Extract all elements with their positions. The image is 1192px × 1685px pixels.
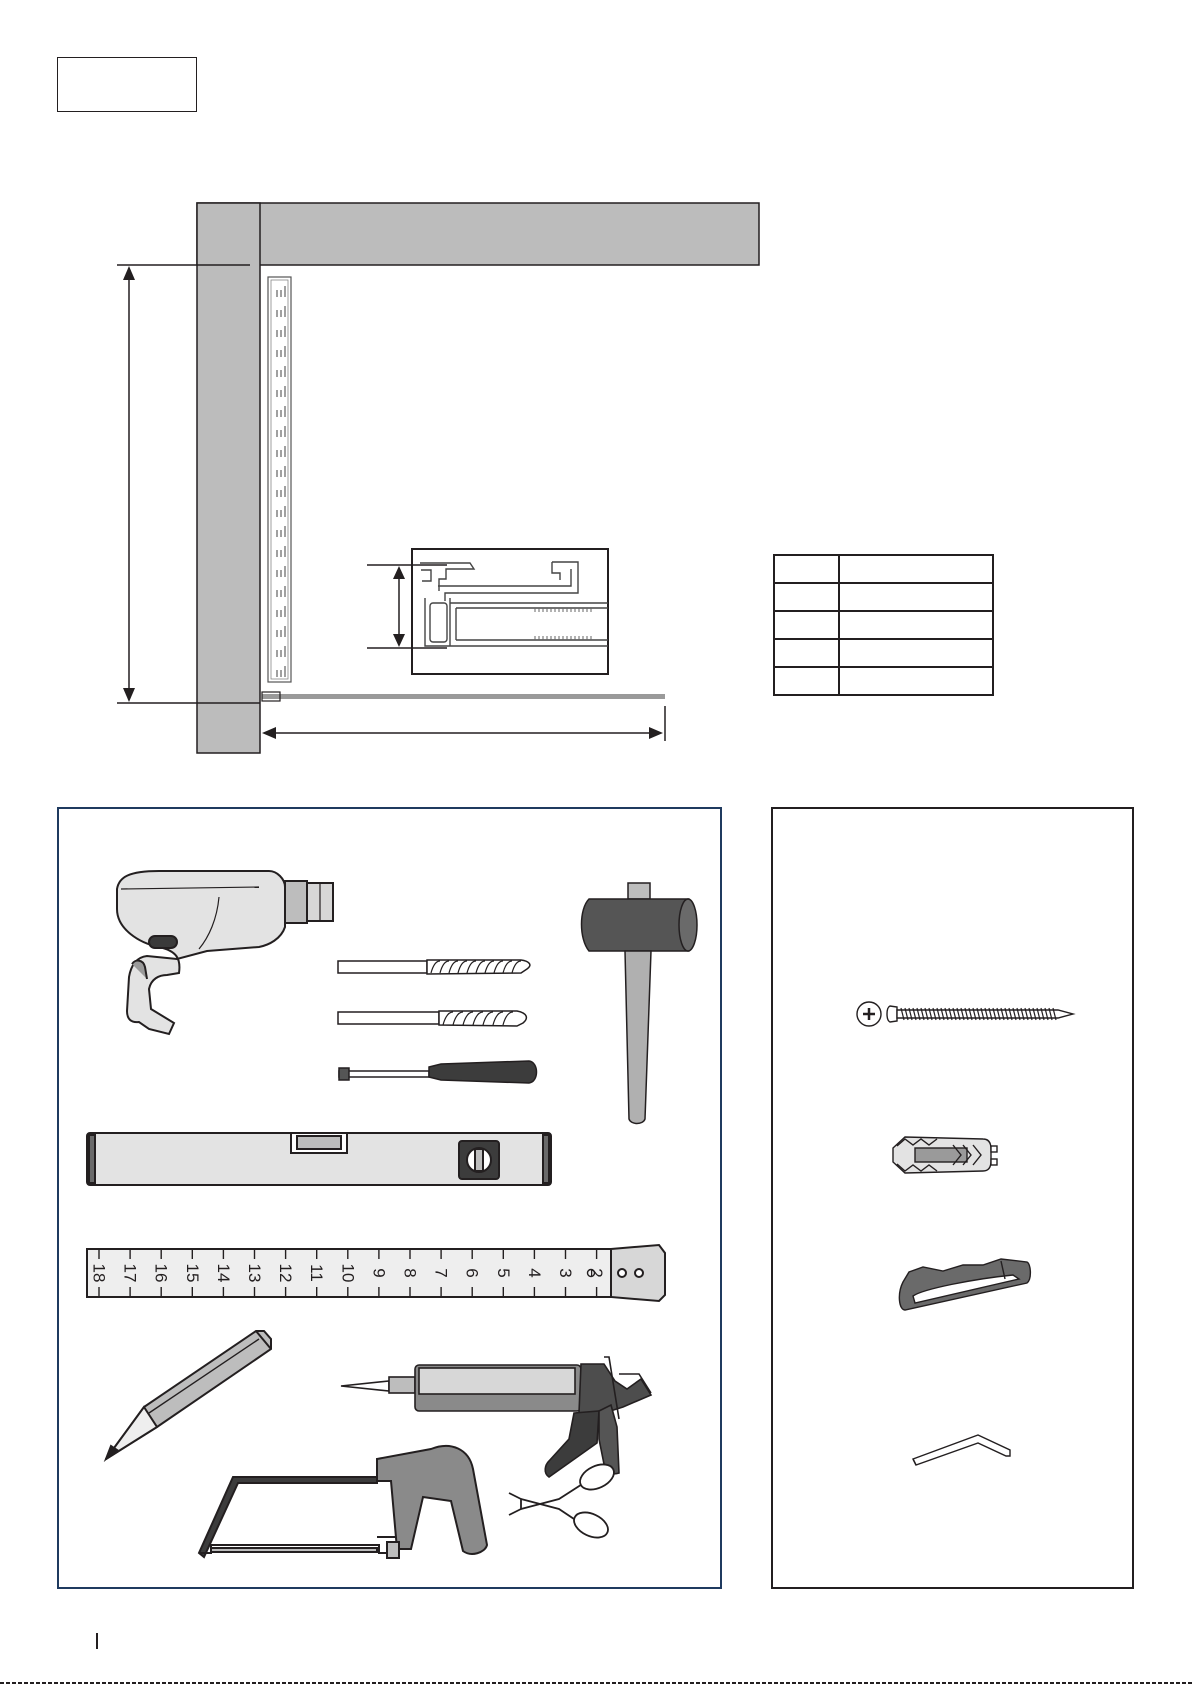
dimensions-table xyxy=(773,554,994,696)
tools-panel xyxy=(57,807,722,1589)
mallet-icon xyxy=(582,883,698,1124)
width-dimension xyxy=(262,706,665,741)
allen-key-icon xyxy=(913,1435,1010,1465)
hardware-illustration xyxy=(773,809,1132,1587)
ruler-tick-label: 7 xyxy=(431,1268,451,1278)
folding-ruler-icon xyxy=(87,1245,665,1301)
table-cell xyxy=(774,639,839,667)
wall-plug-icon xyxy=(893,1137,997,1173)
ruler-tick-label: 4 xyxy=(524,1268,544,1278)
screwdriver-icon xyxy=(339,1061,537,1083)
installation-diagram xyxy=(0,0,1192,780)
table-row xyxy=(774,555,993,583)
ruler-tick-label: 15 xyxy=(182,1263,202,1283)
scissors-icon xyxy=(509,1459,618,1542)
spirit-level-icon xyxy=(87,1133,551,1185)
table-cell xyxy=(839,555,993,583)
ruler-tick-label: 12 xyxy=(276,1263,296,1283)
table-cell xyxy=(774,611,839,639)
ruler-tick-label: 16 xyxy=(151,1263,171,1283)
table-cell xyxy=(774,583,839,611)
table-row xyxy=(774,611,993,639)
screw-icon xyxy=(857,1002,1073,1026)
ruler-tick-label: 10 xyxy=(338,1263,358,1283)
bottom-rule xyxy=(0,1682,1192,1684)
hacksaw-icon xyxy=(199,1446,487,1558)
ruler-tick-label: 13 xyxy=(245,1263,264,1283)
ruler-tick-label: 8 xyxy=(400,1268,420,1278)
pencil-icon xyxy=(106,1331,271,1459)
table-cell xyxy=(839,611,993,639)
plug-icon xyxy=(899,1259,1030,1310)
ruler-tick-label: 5 xyxy=(493,1268,513,1278)
ruler-tick-label: 3 xyxy=(556,1268,575,1278)
table-cell xyxy=(839,583,993,611)
glass-panel-line xyxy=(262,692,665,701)
page-number-marker xyxy=(96,1633,98,1649)
wall-profile-strip xyxy=(268,277,291,682)
table-cell xyxy=(839,639,993,667)
profile-detail xyxy=(412,549,608,674)
ruler-tick-label: 17 xyxy=(120,1263,140,1283)
table-row xyxy=(774,583,993,611)
ruler-tick-label: 18 xyxy=(89,1263,109,1283)
table-row xyxy=(774,667,993,695)
ruler-tick-label: 9 xyxy=(369,1268,389,1278)
table-cell xyxy=(839,667,993,695)
ruler-tick-label: 11 xyxy=(307,1264,327,1282)
table-row xyxy=(774,639,993,667)
table-cell xyxy=(774,555,839,583)
hardware-panel xyxy=(771,807,1134,1589)
drill-bit-icon xyxy=(338,1011,526,1026)
tools-illustration xyxy=(59,809,720,1587)
ruler-tick-label: 14 xyxy=(213,1263,233,1283)
table-cell xyxy=(774,667,839,695)
drill-icon xyxy=(117,871,333,1034)
ruler-tick-label: 6 xyxy=(462,1268,482,1278)
drill-bit-icon xyxy=(338,960,530,974)
ruler-tick-label: 2 xyxy=(587,1268,607,1278)
